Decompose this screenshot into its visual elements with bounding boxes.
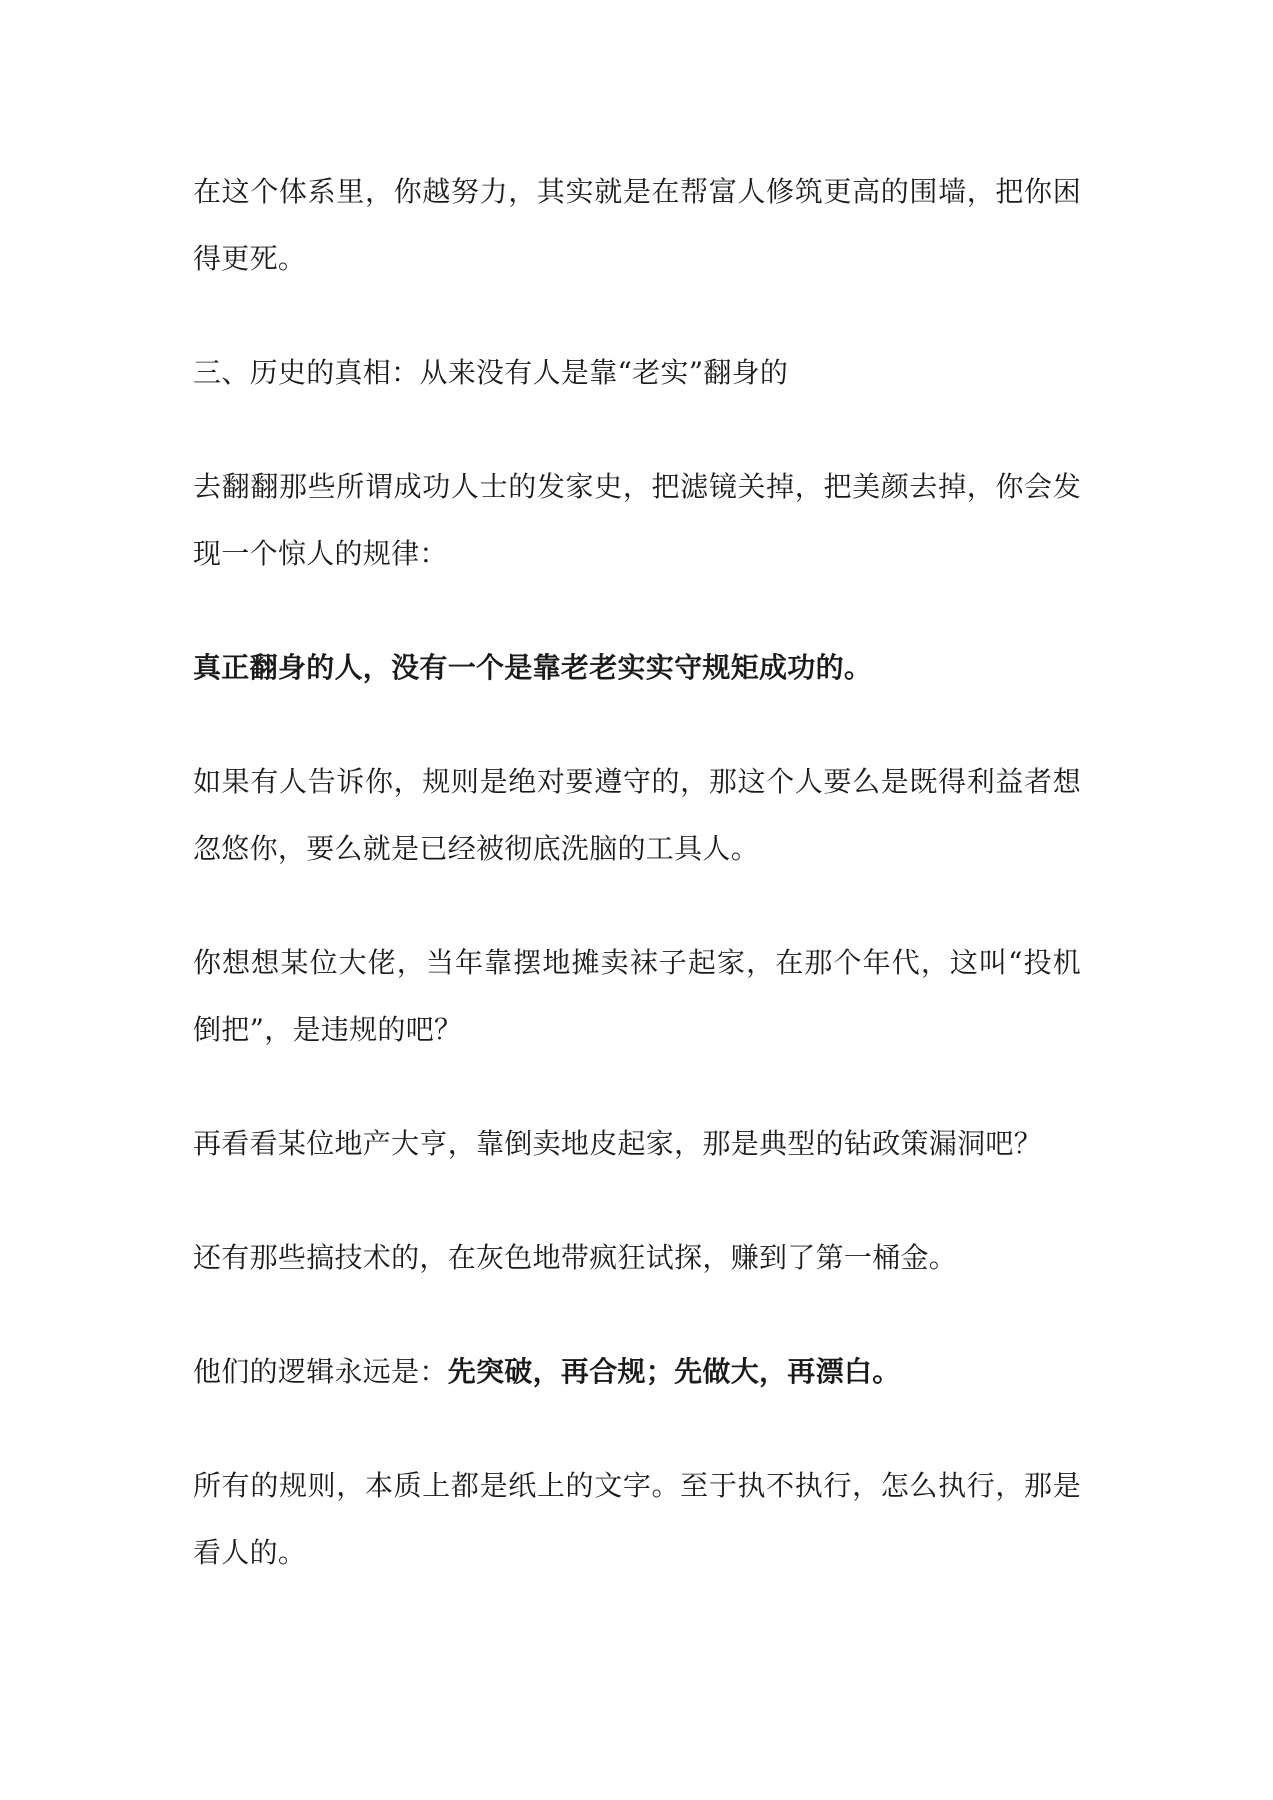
paragraph-tech-example: 还有那些搞技术的，在灰色地带疯狂试探，赚到了第一桶金。 xyxy=(193,1241,958,1274)
paragraph-key-point: 真正翻身的人，没有一个是靠老老实实守规矩成功的。 xyxy=(193,651,873,684)
logic-lead-text: 他们的逻辑永远是： xyxy=(193,1355,448,1388)
paragraph-street-vendor-example: 你想想某位大佬，当年靠摆地摊卖袜子起家，在那个年代，这叫“投机倒把”，是违规的吧？ xyxy=(193,946,1081,1046)
paragraph-closing: 所有的规则，本质上都是纸上的文字。至于执不执行，怎么执行，那是看人的。 xyxy=(193,1469,1081,1569)
paragraph-real-estate-example: 再看看某位地产大亨，靠倒卖地皮起家，那是典型的钻政策漏洞吧？ xyxy=(193,1127,1043,1160)
paragraph-logic xyxy=(193,1338,1081,1405)
paragraph-success-history: 去翻翻那些所谓成功人士的发家史，把滤镜关掉，把美颜去掉，你会发现一个惊人的规律： xyxy=(193,470,1081,570)
paragraph-rules-advice: 如果有人告诉你，规则是绝对要遵守的，那这个人要么是既得利益者想忽悠你，要么就是已经被彻底洗脑的工具人。 xyxy=(193,765,1081,865)
logic-emphasis-text: 先突破，再合规；先做大，再漂白。 xyxy=(447,1355,901,1388)
paragraph-system-walls: 在这个体系里，你越努力，其实就是在帮富人修筑更高的围墙，把你困得更死。 xyxy=(193,175,1081,275)
section-heading-history-truth: 三、历史的真相：从来没有人是靠“老实”翻身的 xyxy=(193,356,789,389)
document-body xyxy=(193,158,1081,1633)
